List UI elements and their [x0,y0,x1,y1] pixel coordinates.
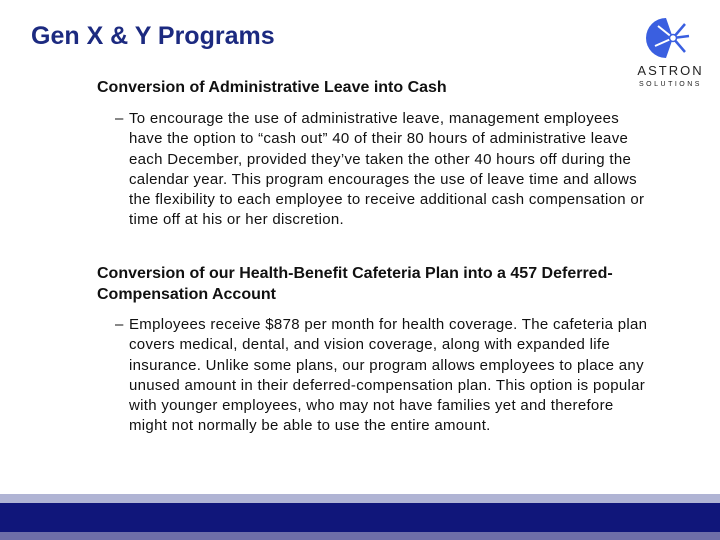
bullet-text: To encourage the use of administrative leave, management employees have the option to “cash out” 40 of their 80 hours of administrative leave each December, provided they’ve taken the other 40 hours off during the calendar year. This program encourages the use of leave time and allows the flexibility to each employee to receive additional cash compensation or time off at his or her discretion. [129,110,645,229]
footer-bar-light [0,494,720,503]
astron-starburst-icon [633,16,708,61]
section-heading: Conversion of Administrative Leave into Cash [97,79,447,96]
slide-title: Gen X & Y Programs [31,22,275,50]
bullet-text: Employees receive $878 per month for health coverage. The cafeteria plan covers medical, dental, and vision coverage, along with expanded life insurance. Unlike some plans, our program allows employees to place any unused amount in their deferred-compensation plan. This option is popular with younger employees, who may not have families yet and therefore might not normally be able to use the entire amount. [129,316,648,435]
bullet-dash: – [115,110,124,127]
bullet-dash: – [115,316,124,333]
bullet-item [115,315,655,437]
footer-bar-dark [0,503,720,532]
astron-logo [633,16,708,96]
footer-bar-bottom [0,532,720,540]
logo-name: ASTRON [637,63,704,78]
logo-subtitle: SOLUTIONS [639,81,702,88]
section-heading: Conversion of our Health-Benefit Cafeteria Plan into a 457 Deferred-Compensation Account [97,265,613,303]
bullet-item [115,109,655,231]
